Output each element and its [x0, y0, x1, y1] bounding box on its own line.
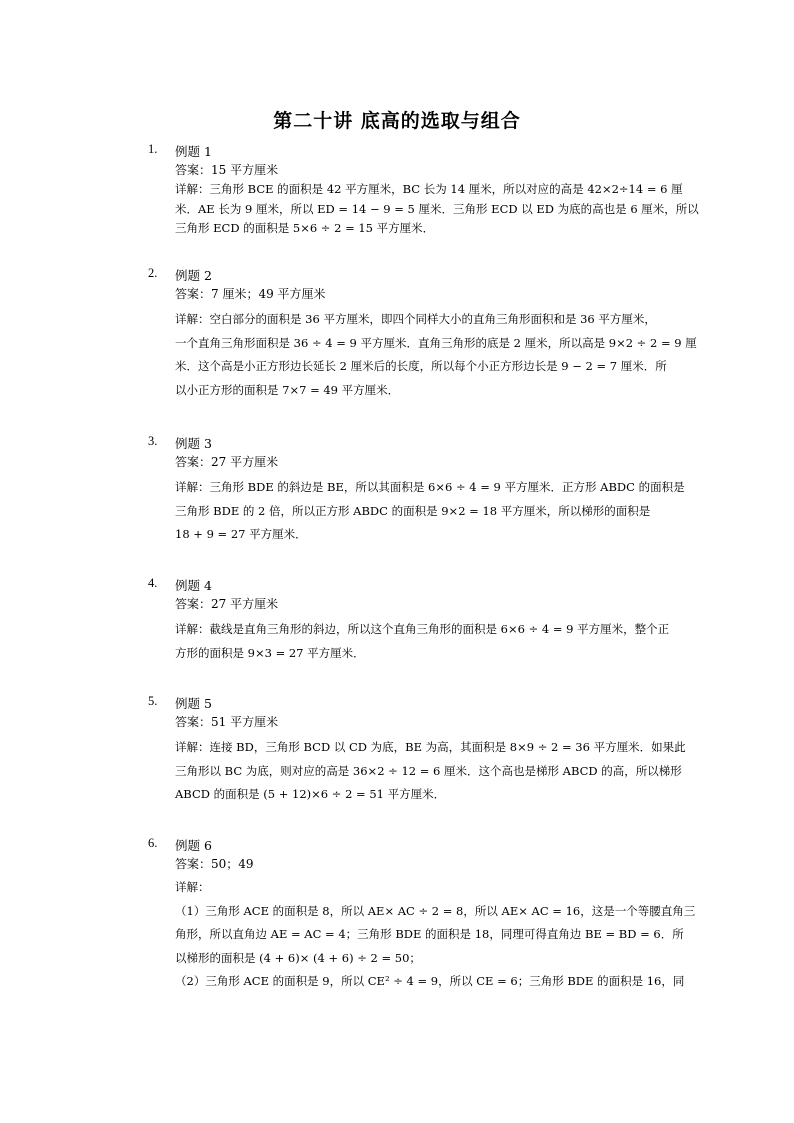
item-number: 1. [148, 142, 158, 156]
detail-line: 三角形 BDE 的 2 倍，所以正方形 ABDC 的面积是 9×2 = 18 平方厘米，所以梯形的面积是 [175, 503, 651, 518]
item-answer: 答案：50；49 [175, 857, 254, 871]
item-answer: 答案：27 平方厘米 [175, 597, 279, 611]
detail-line: 以梯形的面积是 (4 + 6)× (4 + 6) ÷ 2 = 50； [175, 950, 421, 965]
list-item [148, 434, 688, 554]
detail-line: 详解： [175, 880, 210, 894]
item-detail [175, 876, 696, 994]
detail-line: 米．AE 长为 9 厘米，所以 ED = 14 − 9 = 5 厘米．三角形 ECD 以 ED 为底的高也是 6 厘米，所以 [175, 201, 699, 216]
detail-line: 三角形 ECD 的面积是 5×6 ÷ 2 = 15 平方厘米． [175, 221, 435, 235]
detail-line: 角形，所以直角边 AE = AC = 4；三角形 BDE 的面积是 18，同理可得直角边 BE = BD = 6．所 [175, 927, 684, 941]
item-detail [175, 180, 699, 239]
item-heading: 例题 4 [175, 578, 212, 593]
detail-line: 三角形以 BC 为底，则对应的高是 36×2 ÷ 12 = 6 厘米．这个高也是梯形 ABCD 的高，所以梯形 [175, 763, 682, 778]
list-item [148, 266, 697, 406]
detail-line: ABCD 的面积是 (5 + 12)×6 ÷ 2 = 51 平方厘米． [175, 787, 446, 801]
item-heading: 例题 2 [175, 268, 212, 283]
item-number: 4. [148, 576, 158, 590]
detail-line: 方形的面积是 9×3 = 27 平方厘米． [175, 645, 365, 660]
item-heading: 例题 3 [175, 436, 212, 451]
item-heading: 例题 1 [175, 144, 212, 159]
detail-line: 一个直角三角形面积是 36 ÷ 4 = 9 平方厘米．直角三角形的底是 2 厘米，所以高是 9×2 ÷ 2 = 9 厘 [175, 335, 697, 350]
detail-line: 米．这个高是小正方形边长延长 2 厘米后的长度，所以每个小正方形边长是 9 − 2 = 7 厘米．所 [175, 359, 667, 373]
list-item [148, 576, 688, 676]
item-number: 3. [148, 434, 158, 448]
detail-line: 18 + 9 = 27 平方厘米． [175, 527, 307, 541]
item-number: 5. [148, 694, 158, 708]
item-detail [175, 476, 685, 547]
detail-line: 详解：空白部分的面积是 36 平方厘米，即四个同样大小的直角三角形面积和是 36 平方厘米， [175, 312, 656, 326]
item-number: 2. [148, 266, 158, 280]
detail-line: （1）三角形 ACE 的面积是 8，所以 AE× AC ÷ 2 = 8，所以 AE× AC = 16，这是一个等腰直角三 [175, 903, 696, 918]
item-answer: 答案：51 平方厘米 [175, 715, 279, 729]
item-heading: 例题 5 [175, 696, 212, 711]
list-item [148, 694, 688, 814]
item-heading: 例题 6 [175, 838, 212, 853]
item-number: 6. [148, 836, 158, 850]
detail-line: 以小正方形的面积是 7×7 = 49 平方厘米． [175, 382, 400, 397]
item-answer: 答案：7 厘米；49 平方厘米 [175, 287, 326, 301]
list-item [148, 836, 696, 1036]
detail-line: （2）三角形 ACE 的面积是 9，所以 CE² ÷ 4 = 9，所以 CE = 6；三角形 BDE 的面积是 16，同 [175, 974, 685, 988]
item-detail [175, 308, 697, 402]
detail-line: 详解：三角形 BCE 的面积是 42 平方厘米，BC 长为 14 厘米，所以对应的高是 42×2÷14 = 6 厘 [175, 182, 683, 196]
detail-line: 详解：三角形 BDE 的斜边是 BE，所以其面积是 6×6 ÷ 4 = 9 平方厘米．正方形 ABDC 的面积是 [175, 480, 685, 494]
item-detail [175, 736, 686, 807]
page-title: 第二十讲 底高的选取与组合 [273, 110, 521, 132]
detail-line: 详解：截线是直角三角形的斜边，所以这个直角三角形的面积是 6×6 ÷ 4 = 9 平方厘米，整个正 [175, 622, 670, 636]
detail-line: 详解：连接 BD，三角形 BCD 以 CD 为底，BE 为高，其面积是 8×9 ÷ 2 = 36 平方厘米．如果此 [175, 740, 686, 754]
item-detail [175, 618, 680, 665]
item-answer: 答案：27 平方厘米 [175, 455, 279, 469]
list-item [148, 142, 699, 242]
item-answer: 答案：15 平方厘米 [175, 163, 279, 177]
